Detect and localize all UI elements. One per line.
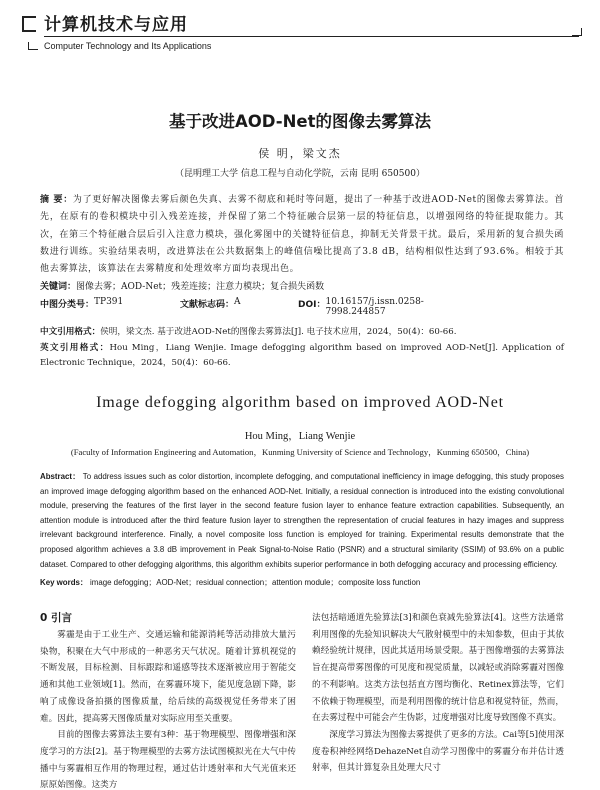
keywords-en-text: image defogging；AOD-Net；residual connection；attention module；composite loss function: [90, 578, 421, 587]
journal-logo-bracket: [22, 16, 36, 32]
citation-en: [40, 341, 564, 372]
keywords-cn-label: 关键词：: [40, 282, 77, 292]
article-meta-row: [40, 297, 564, 317]
citation-cn: [40, 325, 564, 341]
clc-value: TP391: [94, 297, 124, 307]
authors-cn: 侯 明，梁文杰: [258, 147, 342, 160]
paragraph: 目前的图像去雾算法主要有3种：基于物理模型、图像增强和深度学习的方法[2]。基于物理模型的去雾方法试图模拟光在大气中传播中与雾霾相互作用的物理过程，通过估计透射率和大气光值来还原原始图像。这类方: [40, 730, 296, 790]
journal-header-rule-end: [572, 28, 582, 36]
section-heading-introduction: 0 引言: [40, 612, 72, 624]
journal-name-cn: 计算机技术与应用: [44, 15, 188, 35]
doc-code-label: 文献标志码：: [180, 300, 235, 310]
doi-label: DOI：: [298, 300, 326, 310]
citation-cn-label: 中文引用格式：: [40, 327, 101, 337]
paragraph: 法包括暗通道先验算法[3]和颜色衰减先验算法[4]。这些方法通常利用图像的先验知识解决大气散射模型中的未知参数，但由于其依赖经验统计规律，因此其适用场景受限。基于图像增强的去雾算法旨在提高带雾图像的可见度和视觉质量，以减轻或消除雾霾对图像的不利影响。这类方法包括直方图均衡化、Retinex算法等，它们不依赖于物理模型，而是利用图像的统计信息和视觉特征，然而，在去雾过程中可能会产生伪影，过度增强对比度导致图像不真实。: [312, 613, 564, 724]
citation-cn-text: 侯明，梁文杰. 基于改进AOD-Net的图像去雾算法[J]. 电子技术应用，2024，50(4)：60-66.: [100, 327, 457, 337]
citation-en-text: Hou Ming，Liang Wenjie. Image defogging algorithm based on improved AOD-Net[J]. Application of Electronic Technique，2024，50(4)：60-66.: [40, 342, 564, 368]
authors-en: Hou Ming，Liang Wenjie: [244, 431, 356, 442]
doi-value: 10.16157/j.issn.0258-7998.244857: [325, 297, 424, 317]
body-column-right: [312, 610, 564, 777]
keywords-en-label: Key words：: [40, 578, 88, 587]
abstract-en-label: Abstract：: [40, 472, 81, 481]
article-title-en: Image defogging algorithm based on improved AOD-Net: [96, 394, 504, 411]
abstract-cn-text: 为了更好解决图像去雾后颜色失真、去雾不彻底和耗时等问题，提出了一种基于改进AOD-Net的图像去雾算法。首先，在原有的卷积模块中引入残差连接，并保留了第二个特征融合层第一层的特征信息，以增强网络的特征提取能力。其次，在第三个特征融合层后引入注意力模块，强化雾图中的关键特征信息，抑制无关背景干扰。最后，采用新的复合损失函数进行训练。实验结果表明，改进算法在公共数据集上的峰值信噪比提高了3.8 dB，结构相似性达到了93.6%。相较于其他去雾算法，该算法在去雾精度和处理效率方面均表现出色。: [40, 195, 564, 275]
keywords-cn-text: 图像去雾；AOD-Net；残差连接；注意力模块；复合损失函数: [76, 282, 325, 292]
journal-header: [22, 8, 582, 60]
clc-label: 中图分类号：: [40, 300, 95, 310]
abstract-cn: [40, 192, 564, 278]
abstract-cn-label: 摘 要：: [40, 195, 73, 205]
document-code: [180, 297, 241, 310]
paragraph: 深度学习算法为图像去雾提供了更多的方法。Cai等[5]使用深度卷积神经网络DehazeNet自动学习图像中的雾霾分布并估计透射率，但其计算复杂且处理大尺寸: [312, 729, 564, 774]
doc-code-value: A: [234, 297, 241, 307]
article-title-cn: 基于改进AOD-Net的图像去雾算法: [168, 112, 432, 131]
affiliation-cn: （昆明理工大学 信息工程与自动化学院，云南 昆明 650500）: [175, 169, 425, 179]
journal-name-en: Computer Technology and Its Applications: [44, 41, 212, 51]
affiliation-en: (Faculty of Information Engineering and Automation，Kunming University of Science and Technology，Kunming 650500，China): [70, 447, 530, 457]
paragraph: 雾霾是由于工业生产、交通运输和能源消耗等活动排放大量污染物，积聚在大气中形成的一种恶劣天气状况。随着计算机视觉的不断发展，目标检测、目标跟踪和遥感等技术逐渐被应用于智能交通和其他工业领域[1]。然而，在雾霾环境下，能见度急剧下降，影响了成像设备拍摄的图像质量，给后续的高级视觉任务带来了困难。因此，提高雾天图像质量对实际应用至关重要。: [40, 630, 296, 724]
abstract-en: [40, 470, 564, 572]
citation-en-label: 英文引用格式：: [40, 342, 110, 353]
journal-logo-corner: [28, 42, 38, 50]
journal-header-rule: [44, 36, 579, 37]
doi: [298, 297, 424, 317]
citation-block: [40, 325, 564, 372]
abstract-en-text: To address issues such as color distortion, incomplete defogging, and computational inefficiency in image defogging, this study proposes an improved image defogging algorithm based on the enhanced AOD-Net. Initially, a residual connection is introduced into the existing convolutional module, preserving the features of the first layer in the second feature fusion layer to enhance feature extraction capabilities. Subsequently, an attention module is introduced after the third feature fusion layer to strengthen the representation of crucial features in hazy images and suppress irrelevant background interference. Finally, a novel composite loss function is employed for training. Experimental results demonstrate that the proposed algorithm achieves a 3.8 dB improvement in Peak Signal-to-Noise Ratio (PSNR) and a structural similarity (SSIM) of 93.6% on a public dataset. Compared to other defogging algorithms, this algorithm exhibits superior performance in both defogging accuracy and processing efficiency.: [40, 472, 565, 569]
body-column-left: [40, 627, 296, 790]
keywords-en: [40, 577, 564, 588]
keywords-cn: [40, 279, 564, 292]
clc-number: [40, 297, 124, 310]
